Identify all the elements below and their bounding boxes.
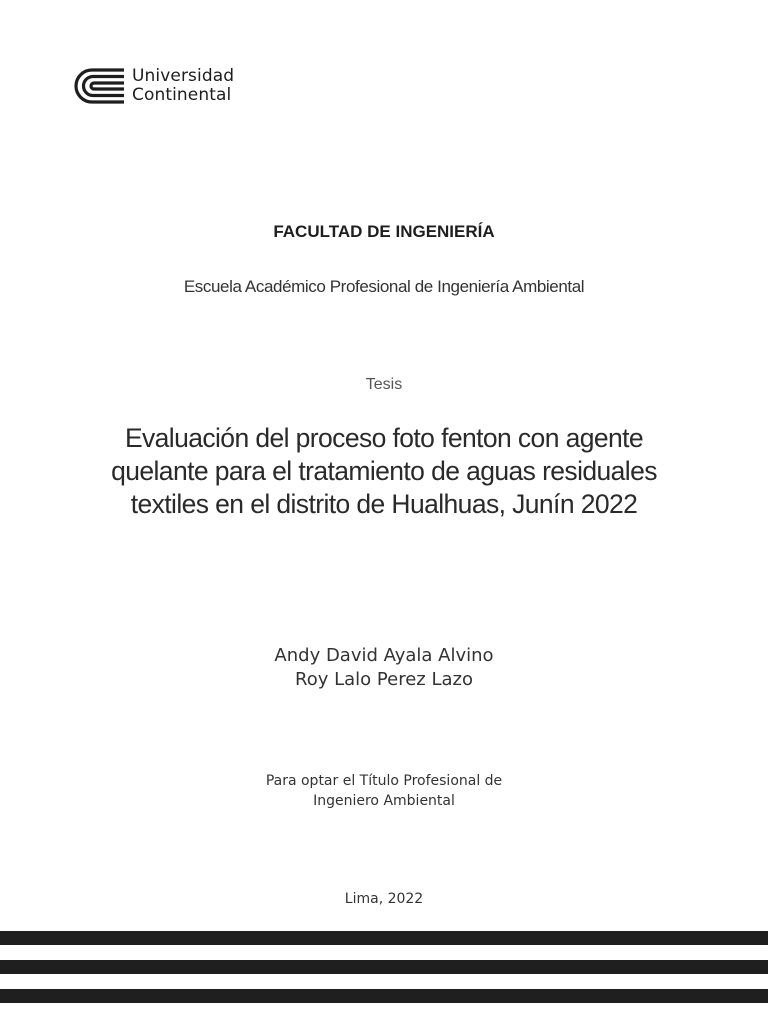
university-logo: [74, 66, 234, 106]
decorative-stripe-2: [0, 960, 768, 974]
thesis-title: [0, 422, 768, 521]
document-type: Tesis: [365, 376, 403, 393]
universidad-continental-logo-icon: [74, 67, 126, 105]
degree-statement: [0, 771, 768, 811]
faculty-heading: FACULTAD DE INGENIERÍA: [273, 222, 495, 241]
title-line-1: Evaluación del proceso foto fenton con agente: [124, 423, 644, 453]
decorative-stripe-1: [0, 931, 768, 945]
author-2: Roy Lalo Perez Lazo: [295, 669, 473, 690]
title-line-3: textiles en el distrito de Hualhuas, Junín 2022: [130, 489, 638, 519]
school-name: Escuela Académico Profesional de Ingeniería Ambiental: [183, 277, 585, 296]
place-date: Lima, 2022: [344, 891, 424, 907]
degree-line-1: Para optar el Título Profesional de: [265, 773, 503, 789]
degree-line-2: Ingeniero Ambiental: [313, 793, 455, 809]
decorative-stripe-3: [0, 989, 768, 1003]
author-1: Andy David Ayala Alvino: [274, 645, 494, 666]
title-line-2: quelante para el tratamiento de aguas residuales: [111, 456, 657, 486]
logo-line-2: Continental: [132, 85, 232, 105]
logo-line-1: Universidad: [132, 66, 235, 86]
authors: [0, 644, 768, 692]
